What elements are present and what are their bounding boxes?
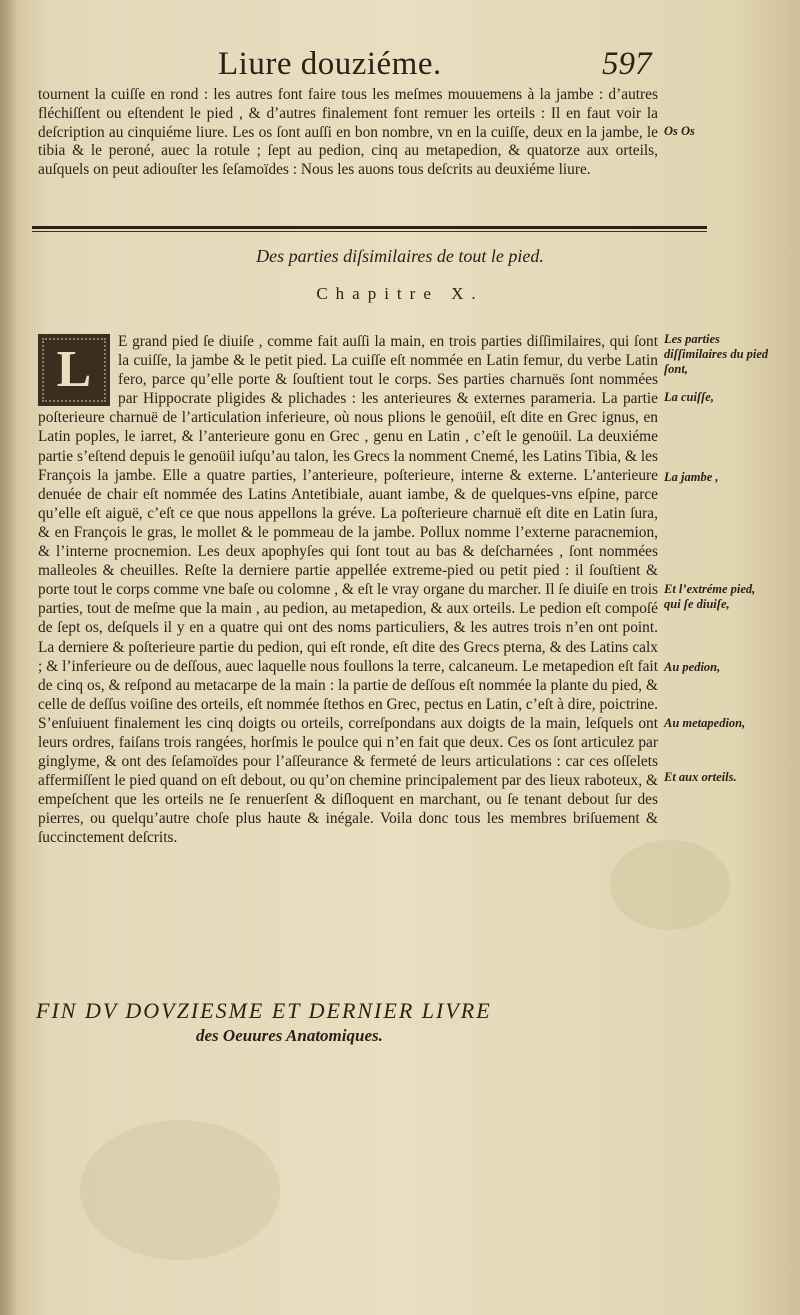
running-head-title: Liure douziéme. bbox=[218, 46, 442, 82]
margin-note-extreme-pied: Et l’extréme pied, qui ſe diuiſe, bbox=[664, 582, 756, 611]
margin-note-jambe: La jambe , bbox=[664, 470, 719, 484]
top-paragraph-text: tournent la cuiſſe en rond : les autres font faire tous les meſmes mouuemens à la jambe : d’autres fléchiſſent ou eſtendent le pied , & d’autres finalement font remuer les orteils : Il en faut voir la deſcription au cinquiéme liure. Les os ſont auſſi en bon nombre, vn en la cuiſſe, deux en la jambe, le tibia & le peroné, auec la rotule ; ſept au pedion, cinq au metapedion, & quatorze aux orteils, auſquels on peut adiouſter les ſeſamoïdes : Nous les auons tous deſcrits au deuxiéme liure. bbox=[38, 86, 658, 179]
explicit-line: FIN DV DOVZIESME ET DERNIER LIVRE bbox=[36, 998, 492, 1023]
margin-note-pedion: Au pedion, bbox=[664, 660, 721, 674]
top-paragraph bbox=[38, 86, 658, 180]
margin-note-bones: Os Os bbox=[664, 124, 695, 138]
divider-rule-thin bbox=[32, 231, 707, 232]
chapter-paragraph-text: E grand pied ſe diuiſe , comme fait auſſi la main, en trois parties diſſimilaires, qui ſont la cuiſſe, la jambe & le petit pied. La cuiſſe eſt nommée en Latin femur, du verbe Latin fero, parce qu’elle porte & ſouſtient tout le corps. Ses parties charnuës ſont nommées par Hippocrate pligides & plichades : les anterieures & externes parameria. La partie poſterieure charnuë de l’articulation inferieure, où nous plions le genoüil, eſt dite en Grec ignus, en Latin poples, le iarret, & l’anterieure gonu en Grec , genu en Latin , c’eſt le genoüil. La deuxiéme partie s’eſtend depuis le genoüil iuſqu’au talon, les Grecs la nomment Cnemé, les Latins Tibia, & les François la jambe. Elle a quatre parties, l’anterieure, poſterieure, interne & externe. L’anterieure denuée de chair eſt nommée des Latins Antetibiale, auant iambe, & de quelques-vns eſpine, parce qu’elle eſt aiguë, c’eſt ce que nous appellons la gréve. La poſterieure charnuë eſt dite en Latin ſura, & en François le gras, le mollet & le pommeau de la jambe. Pollux nomme l’externe paracnemion, & l’interne procnemion. Les deux apophyſes qui ſont tout au bas & deſcharnées , ſont nommées malleoles & cheuilles. Reſte la derniere partie appellée extreme-pied ou petit pied : il ſouſtient & porte tout le corps comme vne baſe ou colomne , & eſt le vray organe du marcher. Il ſe diuiſe en trois parties, tout de meſme que la main , au pedion, au metapedion, & aux orteils. Le pedion eſt compoſé de ſept os, deſquels il y en a quatre qui ont des noms particuliers, & les autres trois n’en ont point. La derniere & poſterieure partie du pedion, qui eſt ronde, eſt dite des Grecs pterna, & des Latins calx ; & l’inferieure ou de deſſous, auec laquelle nous foullons la terre, calcaneum. Le metapedion eſt fait de cinq os, & reſpond au metacarpe de la main : la partie de deſſous eſt nommée la plante du pied, & celle de deſſus voiſine des orteils, eſt nommée ſtethos en Grec, pectus en Latin, c’eſt à dire, poictrine. S’enſuiuent finalement les cinq doigts ou orteils, correſpondans aux doigts de la main, leſquels ont leurs ordres, faiſans trois rangées, horſmis le poulce qui n’en fait que deux. Ces os ſont articulez par ginglyme, & ont des ſeſamoïdes pour l’aſſeurance & fermeté de leurs articulations : car ces oſſelets affermiſſent le pied quand on eſt debout, ou qu’on chemine principalement par des lieux raboteux, & empeſchent que les orteils ne ſe renuerſent & diſloquent en marchant, ou ſe tenant debout ſur des pierres, ou quelqu’autre choſe plus haute & inégale. Voila donc tous les membres briſuement & ſuccinctement deſcrits. bbox=[38, 333, 658, 847]
page-number: 597 bbox=[602, 46, 652, 82]
explicit-subtitle: des Oeuures Anatomiques. bbox=[196, 1026, 383, 1045]
chapter-paragraph bbox=[38, 332, 658, 848]
margin-note-orteils: Et aux orteils. bbox=[664, 770, 737, 784]
running-head bbox=[0, 46, 800, 86]
chapter-heading: Chapitre X. bbox=[316, 284, 484, 303]
margin-note-cuisse: La cuiſſe, bbox=[664, 390, 714, 404]
margin-note-parties: Les parties diſſimilaires du pied ſont, bbox=[664, 332, 769, 376]
margin-note-metapedion: Au metapedion, bbox=[664, 716, 746, 730]
dropcap-initial: L bbox=[38, 334, 110, 406]
divider-rule bbox=[32, 226, 707, 229]
section-heading: Des parties diſsimilaires de tout le pied. bbox=[256, 246, 544, 266]
